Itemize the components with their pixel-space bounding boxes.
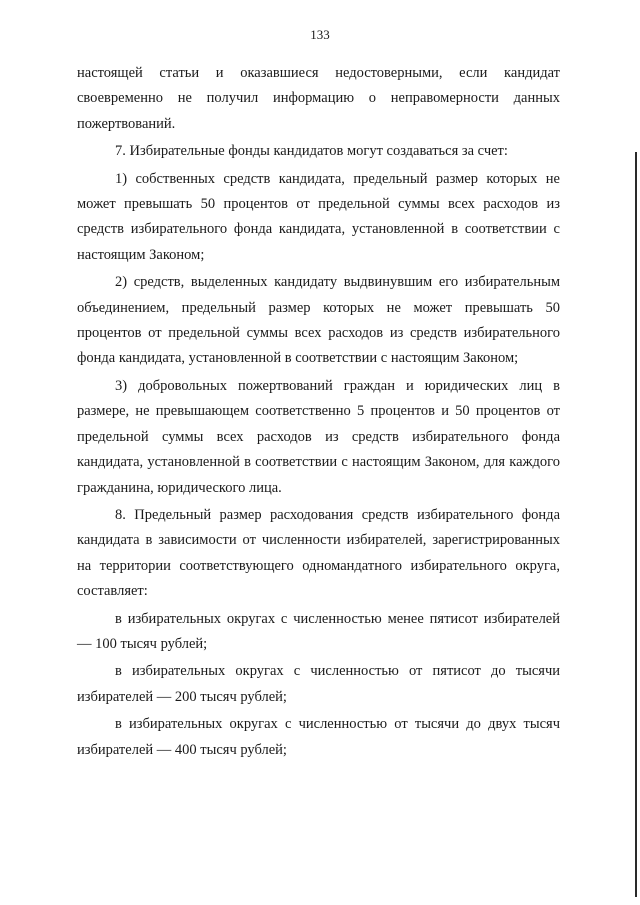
paragraph-subitem-1: 1) собственных средств кандидата, предельный размер которых не может превышать 50 процентов от предельной суммы всех расходов из средств избирательного фонда кандидата, установленной в соответствии с настоящим Законом; bbox=[77, 170, 560, 263]
paragraph-limit-2000: в избирательных округах с численностью от тысячи до двух тысяч избирателей — 400 тысяч рублей; bbox=[77, 716, 560, 758]
scan-edge-line bbox=[635, 152, 637, 897]
page-number: 133 bbox=[310, 27, 330, 42]
paragraph-continuation: настоящей статьи и оказавшиеся недостоверными, если кандидат своевременно не получил информацию о неправомерности данных пожертвований. bbox=[77, 65, 560, 132]
document-body bbox=[77, 61, 560, 763]
paragraph-subitem-3: 3) добровольных пожертвований граждан и юридических лиц в размере, не превышающем соответственно 5 процентов и 50 процентов от предельной суммы всех расходов из средств избирательного фонда кандидата, установленной в соответствии с настоящим Законом, для каждого гражданина, юридического лица. bbox=[77, 377, 560, 496]
paragraph-limit-1000: в избирательных округах с численностью от пятисот до тысячи избирателей — 200 тысяч рублей; bbox=[77, 663, 560, 705]
paragraph-item-8: 8. Предельный размер расходования средств избирательного фонда кандидата в зависимости от численности избирателей, зарегистрированных на территории соответствующего одномандатного избирательного округа, составляет: bbox=[77, 506, 560, 600]
paragraph-subitem-2: 2) средств, выделенных кандидату выдвинувшим его избирательным объединением, предельный размер которых не может превышать 50 процентов от предельной суммы всех расходов из средств избирательного фонда кандидата, установленной в соответствии с настоящим Законом; bbox=[77, 274, 560, 367]
paragraph-limit-500: в избирательных округах с численностью менее пятисот избирателей — 100 тысяч рублей; bbox=[77, 610, 560, 652]
paragraph-item-7: 7. Избирательные фонды кандидатов могут создаваться за счет: bbox=[115, 143, 508, 160]
